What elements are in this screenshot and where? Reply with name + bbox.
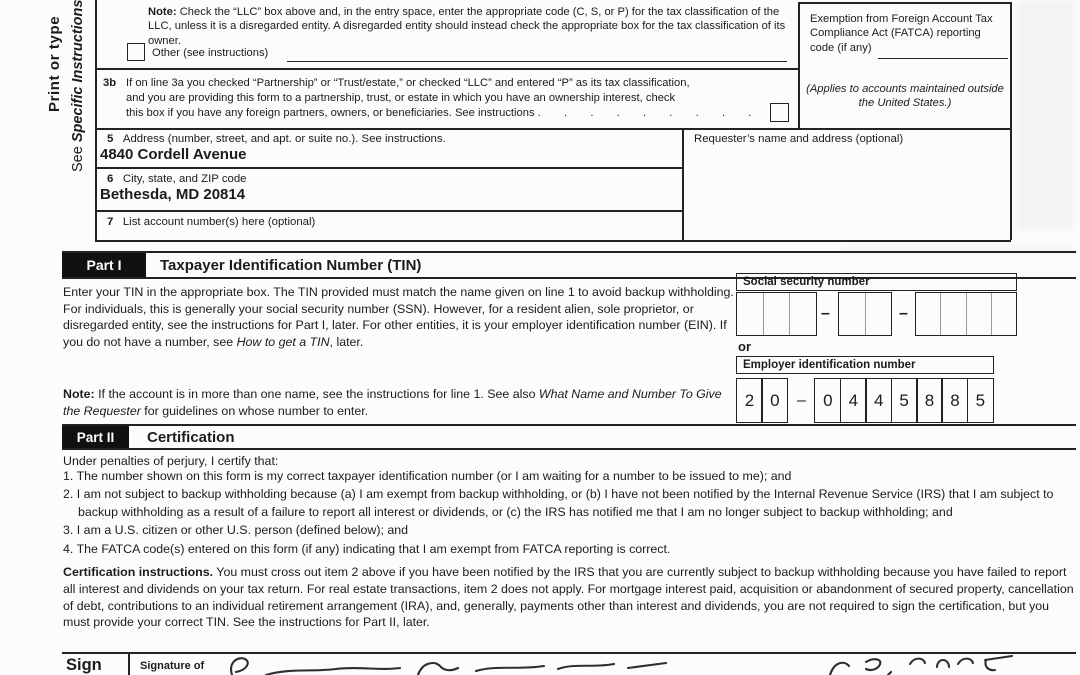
requester-name-address-label: Requester’s name and address (optional) xyxy=(694,133,904,145)
border-under-note-row xyxy=(95,68,799,70)
ein-digit-cell[interactable]: 8 xyxy=(941,378,968,423)
scan-artifact xyxy=(1015,0,1075,230)
cert-item-text: I am not subject to backup withholding because (a) I am exempt from backup withholding, or (b) I have not been notified by the Internal Revenue Service (IRS) that I am subject to backup withholding as a result of a failure to report all interest or dividends, or (c) the IRS has notified me that I am no longer subject to backup withholding; and xyxy=(76,487,1054,519)
cert-item-number: 3. xyxy=(63,523,74,538)
ssn-dash: – xyxy=(821,305,830,322)
other-entry-line[interactable] xyxy=(287,61,787,62)
border-requester-left xyxy=(682,128,684,240)
margin-specific-instructions: Specific Instructions xyxy=(70,0,86,143)
address-value[interactable]: 4840 Cordell Avenue xyxy=(100,146,247,163)
line3b-text-line2: and you are providing this form to a partnership, trust, or estate in which you have an ownership interest, check xyxy=(126,92,676,104)
ein-digit-cell[interactable]: 5 xyxy=(891,378,918,423)
other-label: Other (see instructions) xyxy=(152,47,269,59)
or-label: or xyxy=(738,339,751,354)
ssn-cell[interactable] xyxy=(789,293,816,335)
line6-row xyxy=(107,173,247,185)
ein-dash: – xyxy=(796,391,806,409)
ein-header-label: Employer identification number xyxy=(743,359,916,371)
part1-note-text2: for guidelines on whose number to enter. xyxy=(140,403,369,418)
tin-para-text: Enter your TIN in the appropriate box. The TIN provided must match the name given on line 1 to avoid backup withholding. For individuals, this is generally your social security number (SSN). However, for a resident alien, sole proprietor, or disregarded entity, see the instructions for Part I, later. For other entities, it is your employer identification number (EIN). If you do not have a number, see xyxy=(63,285,734,349)
border-under-line6 xyxy=(95,210,683,212)
ssn-cell[interactable] xyxy=(991,293,1016,335)
ssn-header-box xyxy=(736,273,1017,291)
part1-top-rule xyxy=(62,251,1076,253)
ssn-dash: – xyxy=(899,305,908,322)
sign-label: Sign xyxy=(66,656,102,674)
cert-item-1 xyxy=(63,468,1075,485)
line3b-text: this box if you have any foreign partners, owners, or beneficiaries. See instructions xyxy=(126,107,535,119)
date-scribble[interactable] xyxy=(818,650,1018,675)
cert-instructions-label: Certification instructions. xyxy=(63,565,214,580)
line5-number: 5 xyxy=(107,133,114,145)
part1-note-italic: What Name and Number To Give the Requester xyxy=(63,387,722,418)
cert-item-4 xyxy=(63,541,1075,558)
cert-item-2 xyxy=(63,486,1075,521)
cert-item-text: The number shown on this form is my correct taxpayer identification number (or I am waiting for a number to be issued to me); and xyxy=(76,469,792,483)
certification-list xyxy=(63,468,1075,631)
ssn-cell[interactable] xyxy=(966,293,991,335)
part1-title: Taxpayer Identification Number (TIN) xyxy=(160,257,422,274)
line5-row xyxy=(107,133,446,145)
border-under-line5 xyxy=(95,167,683,169)
dot-leader: . . . . . . . . . xyxy=(537,107,753,119)
fatca-code-entry-line[interactable] xyxy=(878,58,1008,59)
line7-label: List account number(s) here (optional) xyxy=(122,216,316,228)
margin-see: See xyxy=(70,146,86,172)
ssn-group-area[interactable] xyxy=(736,292,817,336)
part2-title: Certification xyxy=(147,429,235,446)
line5-label: Address (number, street, and apt. or suite no.). See instructions. xyxy=(122,133,446,145)
part2-header-bottom-rule xyxy=(62,448,1076,450)
ssn-group-group[interactable] xyxy=(838,292,892,336)
cert-item-number: 1. xyxy=(63,469,74,483)
margin-see-specific-instructions xyxy=(70,0,86,172)
cert-item-text: I am a U.S. citizen or other U.S. person (defined below); and xyxy=(76,523,409,538)
part1-note-label: Note: xyxy=(63,387,95,401)
other-checkbox[interactable] xyxy=(127,43,145,61)
city-state-zip-value[interactable]: Bethesda, MD 20814 xyxy=(100,186,246,203)
ein-digit-cell[interactable]: 0 xyxy=(761,378,788,423)
border-right-main xyxy=(1010,2,1012,240)
line6-number: 6 xyxy=(107,173,114,185)
border-left-main xyxy=(95,0,97,240)
line3b-number: 3b xyxy=(103,77,117,89)
ein-digit-cell[interactable]: 4 xyxy=(865,378,892,423)
tin-instructions-paragraph xyxy=(63,284,737,350)
foreign-partners-checkbox[interactable] xyxy=(770,103,789,122)
ssn-cell[interactable] xyxy=(940,293,965,335)
part1-note-text1: If the account is in more than one name, see the instructions for line 1. See also xyxy=(94,387,539,401)
ssn-cell[interactable] xyxy=(737,293,763,335)
ssn-cell[interactable] xyxy=(839,293,865,335)
note-text: Check the “LLC” box above and, in the entry space, enter the appropriate code (C, S, or P) for the tax classification of the LLC, unless it is a disregarded entity. A disregarded entity should instead check the appropriate box for the tax classification of its owner. xyxy=(148,6,786,47)
part1-note-paragraph xyxy=(63,386,737,419)
line6-label: City, state, and ZIP code xyxy=(122,173,247,185)
ssn-cell[interactable] xyxy=(916,293,940,335)
ssn-cell[interactable] xyxy=(763,293,790,335)
cert-item-number: 4. xyxy=(63,541,74,556)
cert-item-number: 2. xyxy=(63,487,74,502)
llc-note-paragraph xyxy=(148,5,796,48)
part2-top-rule xyxy=(62,424,1076,426)
ein-header-box xyxy=(736,356,994,374)
certification-instructions xyxy=(63,564,1075,631)
margin-print-or-type: Print or type xyxy=(46,15,63,112)
line7-row xyxy=(107,216,315,228)
ein-digits-row[interactable] xyxy=(736,378,994,423)
tin-para-end: , later. xyxy=(329,334,364,349)
ssn-header-label: Social security number xyxy=(743,276,870,288)
ein-digit-cell[interactable]: 5 xyxy=(967,378,994,423)
tin-para-italic: How to get a TIN xyxy=(236,334,330,349)
cert-instructions-text: You must cross out item 2 above if you have been notified by the IRS that you are currently subject to backup withholding because you have failed to report all interest and dividends on your tax return. For real estate transactions, item 2 does not apply. For mortgage interest paid, acquisition or abandonment of secured property, cancellation of debt, contributions to an individual retirement arrangement (IRA), and, generally, payments other than interest and dividends, you are not required to sign the certification, but you must provide your correct TIN. See the instructions for Part II, later. xyxy=(63,565,1074,630)
ein-digit-cell[interactable]: 4 xyxy=(840,378,867,423)
note-label: Note: xyxy=(148,6,177,18)
ein-digit-cell[interactable]: 8 xyxy=(916,378,943,423)
border-under-3b-row xyxy=(95,128,1011,130)
cert-item-text: The FATCA code(s) entered on this form (if any) indicating that I am exempt from FATCA reporting is correct. xyxy=(76,541,671,556)
border-topbox-bottom xyxy=(95,240,1011,242)
line3b-text-line1: If on line 3a you checked “Partnership” or “Trust/estate,” or checked “LLC” and entered “P” as its tax classification, xyxy=(126,77,690,89)
scan-artifact xyxy=(840,246,1075,254)
sign-divider xyxy=(128,652,130,675)
signature-scribble[interactable] xyxy=(218,654,678,675)
cert-item-3 xyxy=(63,522,1075,539)
fatca-exemption-label: Exemption from Foreign Account Tax Compliance Act (FATCA) reporting code (if any) xyxy=(810,13,993,54)
border-fatca-top xyxy=(798,2,1011,4)
line7-number: 7 xyxy=(107,216,114,228)
fatca-applies-note: (Applies to accounts maintained outside the United States.) xyxy=(806,83,1004,110)
border-fatca-left xyxy=(798,2,800,128)
ssn-group-serial[interactable] xyxy=(915,292,1017,336)
ein-digit-cell[interactable]: 2 xyxy=(736,378,763,423)
signature-of-label: Signature of xyxy=(140,660,205,672)
line3b-text-line3 xyxy=(126,106,752,120)
part1-label-box: Part I xyxy=(62,253,146,277)
ssn-cell[interactable] xyxy=(865,293,892,335)
part2-label-box: Part II xyxy=(62,426,129,448)
certification-intro: Under penalties of perjury, I certify that: xyxy=(63,454,279,468)
ein-digit-cell[interactable]: 0 xyxy=(814,378,841,423)
